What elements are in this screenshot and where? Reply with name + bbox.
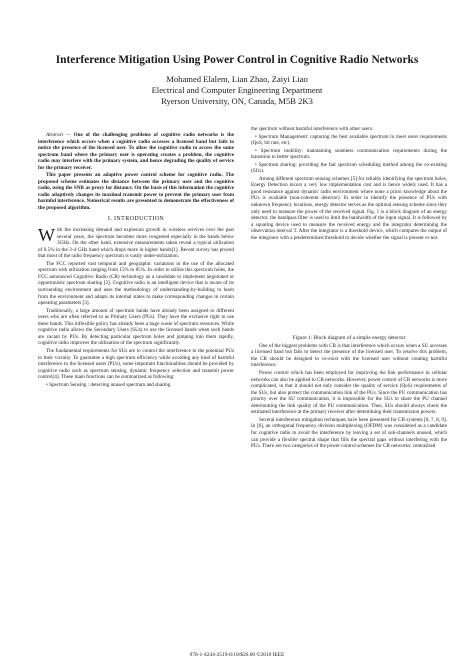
right-column xyxy=(251,126,447,451)
abstract-text-1: One of the challenging problems of cognitive radio networks is the interference which occurs when a cognitive radio accesses a licensed band but fails to notice the presence of the licensed user. To allow the cognitive radio to access the same spectrum band where the primary user is operating creates a problem, the cognitive radio may interfere with the primary system, and hence degrading the quality of service for the primary receiver. xyxy=(38,132,234,171)
section-heading-introduction: I. INTRODUCTION xyxy=(107,215,165,222)
author-block xyxy=(0,74,474,107)
intro-text-1: ith the increasing demand and explosion growth in wireless services over the past several years, the spectrum becomes more congested especially in the bands below 3GHz. On the other hand, extensive measurements taken reveal a typical utilization of 0.5% in the 3-4 GHz band which drops more in higher bands[1]. Recent survey has proved that most of the radio frequency spectrum is vastly under-utilization. xyxy=(38,227,234,260)
bullet-spectrum-management: • Spectrum Management: capturing the best available spectrum to meet users requirements (QoS, bit rate, etc). xyxy=(251,133,447,147)
abstract-paragraph-1 xyxy=(38,132,234,171)
copyright-footer: 978-1-4244-2519-8/10/$26.00 ©2010 IEEE xyxy=(189,652,285,658)
abstract-label: Abstract — xyxy=(46,132,71,138)
author-names: Mohamed Elalem, Lian Zhao, Zaiyi Liao xyxy=(166,74,308,84)
bullet-spectrum-sensing: • Spectrum Sensing : detecting unused spectrum and sharing xyxy=(46,381,171,388)
drop-cap: W xyxy=(38,225,55,246)
intro-paragraph-1 xyxy=(38,227,234,260)
bullet-list xyxy=(251,134,447,175)
figure-1-caption: Figure 1: Block diagram of a simple energy detector xyxy=(292,335,406,342)
energy-detection-paragraph: Among different spectrum sensing schemes [5] for reliably identifying the spectrum holes, Energy Detection incurs a very low implementation cost and is hence widely used. It has a good resistance against dynamic radio environment where none a priori knowledge about the PUs is available (non-coherent detector). In order to identify the presence of PUs with unknown frequency locations, energy detector serves as the optimal sensing scheme since they only need to measure the power of the received signal. Fig. 1 is a block diagram of an energy detector, the bandpass filter is used to limit the bandwidth of the input signal. It is followed by a squaring device used to measure the received energy and the integrator determining the observation interval T. After the integrator is a threshold device, which compares the output of the integrator with a predetermined threshold to decide whether the signal is present or not. xyxy=(251,175,447,241)
problem-paragraph: One of the biggest problems with CR is that interference which occurs when a SU accesses a licensed band but fails to detect the presence of the licensed user. To resolve this problem, the CR should be designed to co-exist with the licensed user without creating harmful interference. xyxy=(251,342,447,369)
left-column xyxy=(38,132,234,389)
paper-title: Interference Mitigation Using Power Control in Cognitive Radio Networks xyxy=(55,54,419,66)
bullet-continuation: the spectrum without harmful interference with other users. xyxy=(251,126,374,132)
intro-paragraph-2: The FCC reported vast temporal and geographic variations in the use of the allocated spectrum with utilization ranging from 15% to 85%. In order to utilize this spectrum holes, the FCC announced Cognitive Radio (CR) technology as a candidate to implement negotiated or opportunistic spectrum sharing [2]. Cognitive radio is an intelligent device that is aware of its surrounding environment and uses the methodology of understanding-by-building to learn from the environment and adapts its internal states to make corresponding changes in certain operating parameters [3]. xyxy=(38,260,234,307)
department: Electrical and Computer Engineering Department xyxy=(151,85,323,95)
power-control-paragraph: Power control which has been employed for improving the link performance in cellular networks can also be applied to CR networks. However, power control of CR networks is more complicated, in that it should not only consider the quality of service (QoS) requirements of the SUs, but also protect the communication link of the PUs. Since the PU communication has priority over the SU communication, it is impossible for the SUs to share the PU channel deteriorating the link quality of the PU communication. Thus, SUs should always check the estimated interference at the primary receiver after determining their transmission powers. xyxy=(251,370,447,416)
bullet-spectrum-sharing: • Spectrum sharing: providing the fair spectrum scheduling method among the co-existing (SUs). xyxy=(251,161,447,175)
affiliation: Ryerson University, ON, Canada, M5B 2K3 xyxy=(161,96,313,106)
mitigation-paragraph: Several interference mitigation techniques have been presented for CR systems [6, 7, 8, 9]. In [6], an orthogonal frequency division multiplexing (OFDM) was considered as a candidate for cognitive radio to avoid the interference by leaving a set of sub-channels unused, which can provide a flexible spectral shape that fills the spectral gaps without interfering with the PUs. There are two categories of the power control schemes for CR networks: centralized xyxy=(251,416,447,450)
bullet-spectrum-mobility: • Spectrum mobility: maintaining seamless communication requirements during the transition to better spectrum. xyxy=(251,147,447,161)
intro-paragraph-3: Traditionally, a large amount of spectrum bands have already been assigned to different users who are often referred to as Primary Users (PUs). They have the exclusive right to use these bands. This inflexible policy has already been a huge waste of spectrum resources. While cognitive radio allows the Secondary Users (SUs) to use the licensed bands when such bands are vacant by PUs. By detecting particular spectrum holes and jumping into them rapidly, cognitive radio improves the utilization of the spectrum significantly. xyxy=(38,307,234,347)
abstract-paragraph-2: This paper presents an adaptive power control scheme for cognitive radio. The proposed scheme estimates the distance between the primary user and the cognitive radio, using the SNR as proxy for distance. On the basis of this information the cognitive radio adaptively changes its maximal transmit power to prevent the primary user from harmful interference. Numerical results are presented to demonstrate the effectiveness of the proposed algorithm. xyxy=(38,172,234,212)
figure-1-area xyxy=(251,242,447,335)
intro-paragraph-4: The fundamental requirements for SUs are to control the interference to the potential PUs in their vicinity. To guarantee a high spectrum efficiency while avoiding any kind of harmful interference to the licensed users (PUs), some important functionalities should be provided by cognitive radio such as spectrum sensing, dynamic frequency selection and transmit power control[4]. These main functions can be summarized as following: xyxy=(38,347,234,381)
